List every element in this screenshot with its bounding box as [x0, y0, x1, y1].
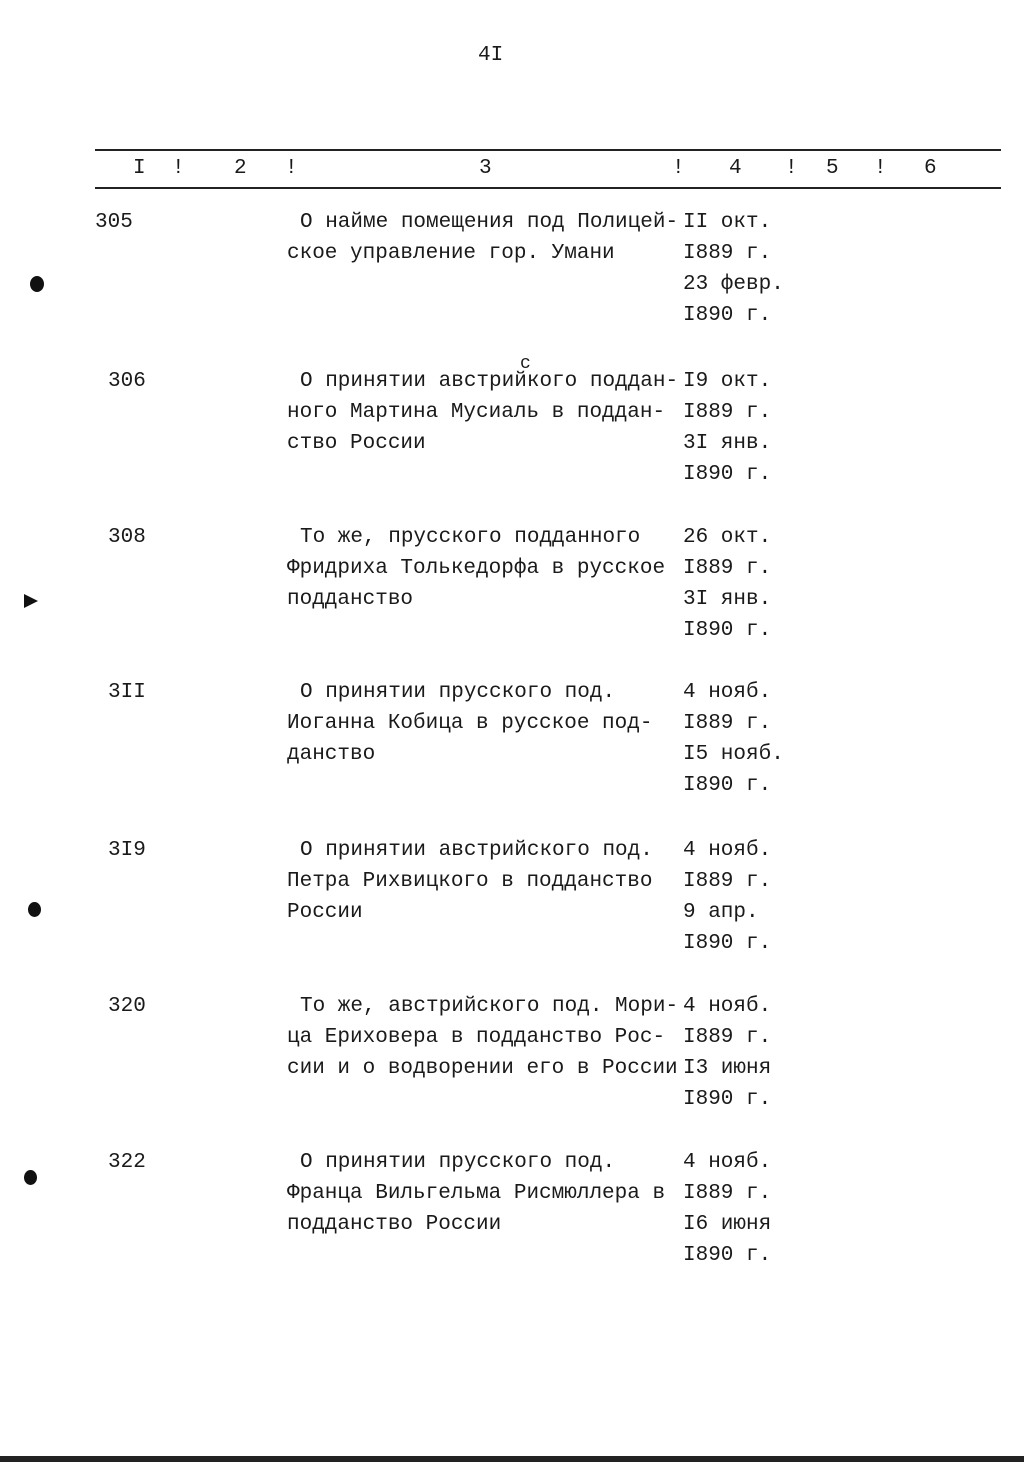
entry-date-line: 23 февр. — [683, 273, 784, 296]
entry-description-line: Франца Вильгельма Рисмюллера в — [287, 1182, 666, 1205]
header-col-5: 5 — [826, 157, 839, 180]
entry-date-line: 3I янв. — [683, 588, 772, 611]
entry-date-line: I890 г. — [683, 304, 772, 327]
entry-date-line: I890 г. — [683, 1244, 772, 1267]
entry-date-line: I5 нояб. — [683, 743, 784, 766]
header-top-rule — [95, 149, 1001, 151]
header-bottom-rule — [95, 187, 1001, 189]
bottom-edge — [0, 1456, 1024, 1462]
entry-date-line: 4 нояб. — [683, 681, 772, 704]
entry-date-line: I890 г. — [683, 1088, 772, 1111]
entry-description-line: ца Ериховера в подданство Рос- — [287, 1026, 666, 1049]
entry-date-line: I889 г. — [683, 712, 772, 735]
entry-date-line: 9 апр. — [683, 901, 759, 924]
entry-description-line: ское управление гор. Умани — [287, 242, 615, 265]
entry-date-line: I6 июня — [683, 1213, 772, 1236]
header-col-2: 2 — [234, 157, 247, 180]
entry-number: 322 — [108, 1151, 146, 1174]
entry-description-line: О принятии австрийского под. — [300, 839, 653, 862]
header-col-4: 4 — [729, 157, 742, 180]
margin-mark — [28, 902, 41, 917]
entry-description-line: России — [287, 901, 363, 924]
margin-mark — [30, 276, 44, 292]
entry-description-line: О принятии прусского под. — [300, 681, 616, 704]
entry-date-line: I889 г. — [683, 1182, 772, 1205]
entry-date-line: I889 г. — [683, 557, 772, 580]
entry-description-line: ного Мартина Мусиаль в поддан- — [287, 401, 666, 424]
entry-date-line: I9 окт. — [683, 370, 772, 393]
entry-number: 3I9 — [108, 839, 146, 862]
entry-date-line: 4 нояб. — [683, 839, 772, 862]
entry-date-line: 4 нояб. — [683, 995, 772, 1018]
entry-date-line: 4 нояб. — [683, 1151, 772, 1174]
entry-description-line: сии и о водворении его в России — [287, 1057, 678, 1080]
entry-description-line: подданство — [287, 588, 414, 611]
entry-description-line: ство России — [287, 432, 426, 455]
header-col-1: I — [133, 157, 146, 180]
header-sep: ! — [874, 157, 887, 180]
entry-number: 3II — [108, 681, 146, 704]
entry-description-line: О принятии австрийкого поддан- — [300, 370, 679, 393]
margin-arrow-mark — [24, 594, 38, 608]
entry-number: 305 — [95, 211, 133, 234]
entry-date-line: I889 г. — [683, 1026, 772, 1049]
entry-number: 306 — [108, 370, 146, 393]
header-sep: ! — [285, 157, 298, 180]
entry-date-line: I889 г. — [683, 242, 772, 265]
entry-description-line: Иоганна Кобица в русское под- — [287, 712, 653, 735]
header-col-6: 6 — [924, 157, 937, 180]
entry-date-line: I890 г. — [683, 619, 772, 642]
entry-description-line: Петра Рихвицкого в подданство — [287, 870, 653, 893]
entry-description-line: О найме помещения под Полицей- — [300, 211, 679, 234]
entry-date-line: 26 окт. — [683, 526, 772, 549]
margin-mark — [24, 1170, 37, 1185]
entry-date-line: I890 г. — [683, 463, 772, 486]
entry-description-line: подданство России — [287, 1213, 502, 1236]
header-sep: ! — [785, 157, 798, 180]
entry-number: 308 — [108, 526, 146, 549]
entry-description-line: данство — [287, 743, 376, 766]
entry-date-line: I889 г. — [683, 870, 772, 893]
entry-date-line: I890 г. — [683, 932, 772, 955]
entry-number: 320 — [108, 995, 146, 1018]
entry-date-line: I889 г. — [683, 401, 772, 424]
header-col-3: 3 — [479, 157, 492, 180]
header-sep: ! — [672, 157, 685, 180]
entry-date-line: II окт. — [683, 211, 772, 234]
header-sep: ! — [172, 157, 185, 180]
page-number: 4I — [478, 44, 504, 67]
entry-description-line: Фридриха Толькедорфа в русское — [287, 557, 666, 580]
handwritten-correction: с — [520, 354, 531, 374]
entry-description-line: О принятии прусского под. — [300, 1151, 616, 1174]
entry-description-line: То же, австрийского под. Мори- — [300, 995, 679, 1018]
entry-description-line: То же, прусского подданного — [300, 526, 641, 549]
entry-date-line: I3 июня — [683, 1057, 772, 1080]
entry-date-line: I890 г. — [683, 774, 772, 797]
entry-date-line: 3I янв. — [683, 432, 772, 455]
